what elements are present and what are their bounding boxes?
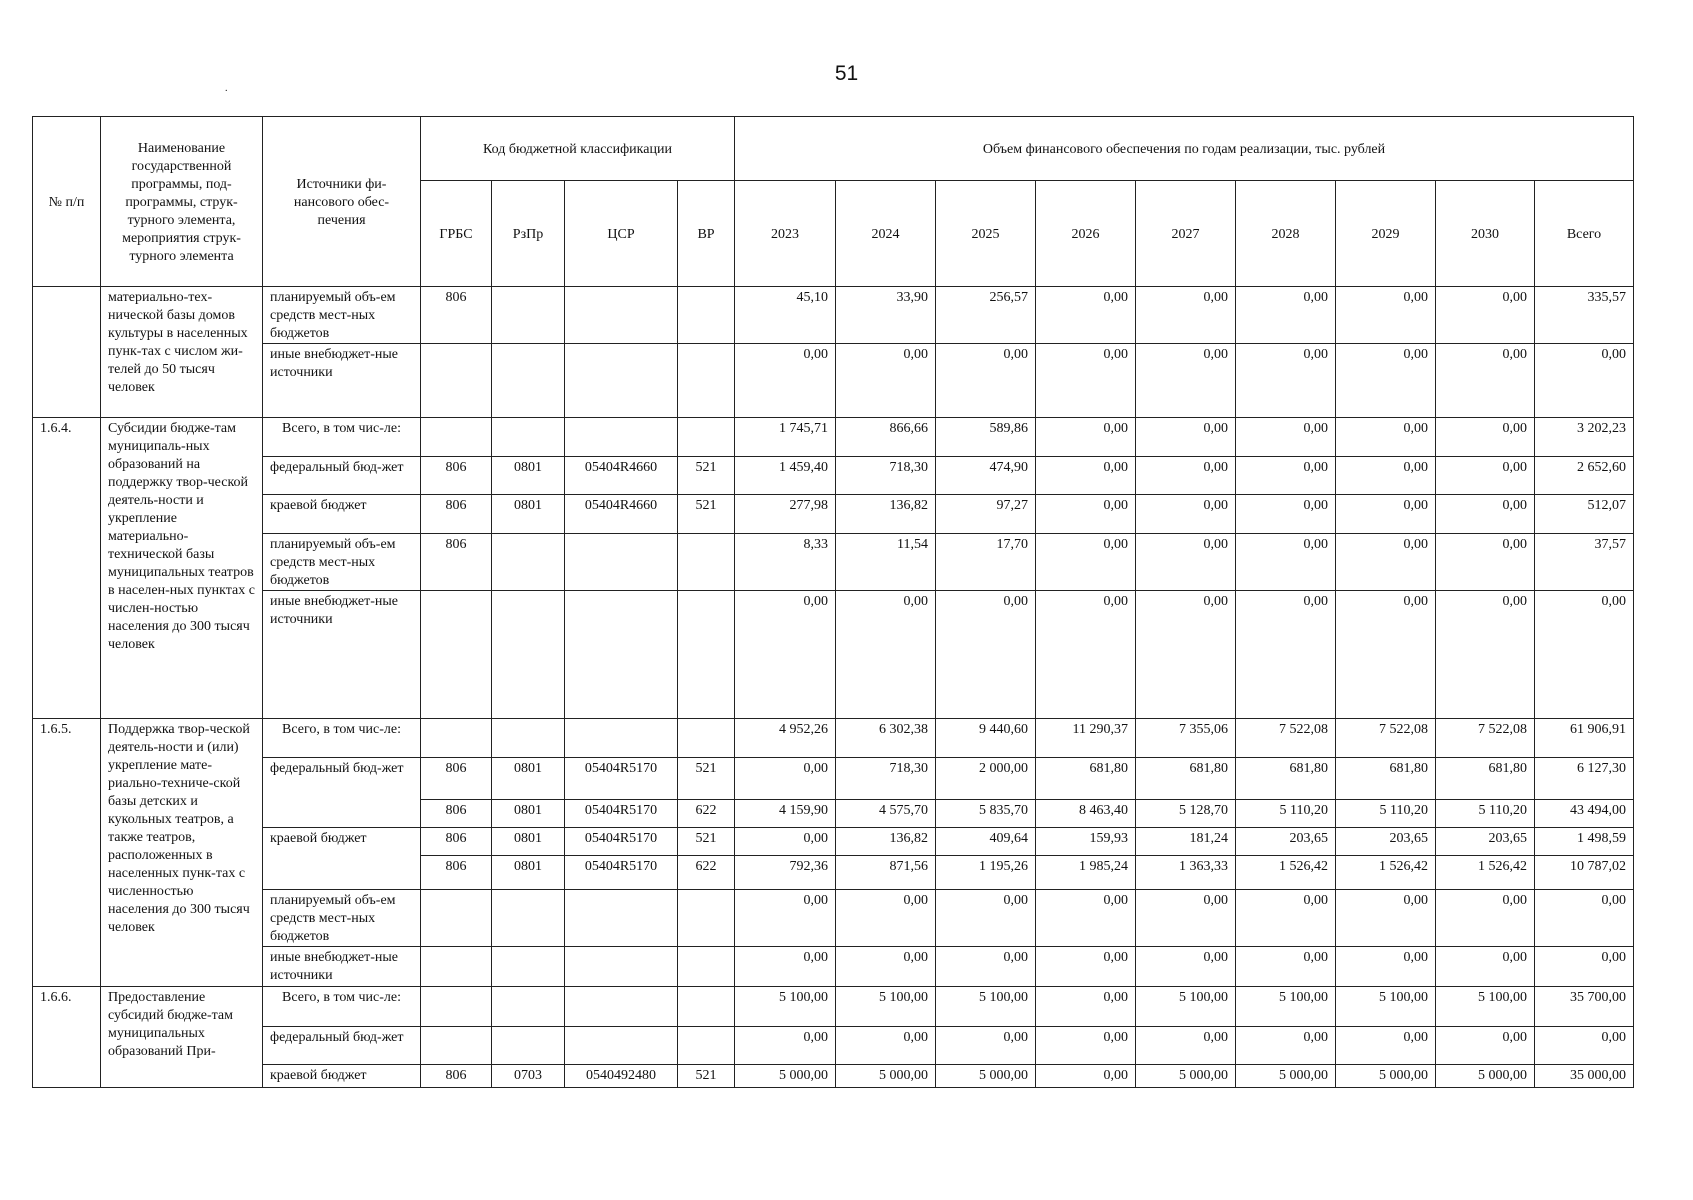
value-cell: 277,98 [735,495,836,534]
value-cell: 0,00 [1236,890,1336,947]
header-name: Наименование государственной программы, под-программы, струк-турного элемента, мероприятия струк-турного элемента [101,117,263,287]
value-cell: 792,36 [735,856,836,890]
value-cell: 1 459,40 [735,457,836,495]
rzpr-cell: 0801 [492,457,565,495]
value-cell: 718,30 [836,457,936,495]
value-cell: 35 000,00 [1535,1065,1634,1088]
grbs-cell: 806 [421,828,492,856]
vr-cell [678,534,735,591]
value-cell: 203,65 [1236,828,1336,856]
csr-cell: 05404R5170 [565,856,678,890]
table-row [33,1027,1634,1065]
header-code: ГРБС [421,181,492,287]
header-num: № п/п [33,117,101,287]
value-cell: 0,00 [1436,1027,1535,1065]
value-cell: 1 195,26 [936,856,1036,890]
rzpr-cell: 0801 [492,758,565,800]
value-cell: 8,33 [735,534,836,591]
value-cell: 0,00 [1136,890,1236,947]
value-cell: 0,00 [1336,495,1436,534]
rzpr-cell [492,890,565,947]
value-cell: 37,57 [1535,534,1634,591]
value-cell: 0,00 [1036,495,1136,534]
value-cell: 11 290,37 [1036,719,1136,758]
row-source: планируемый объ-ем средств мест-ных бюджетов [263,287,421,344]
value-cell: 4 952,26 [735,719,836,758]
grbs-cell: 806 [421,758,492,800]
value-cell: 5 000,00 [1236,1065,1336,1088]
value-cell: 1 526,42 [1236,856,1336,890]
rzpr-cell: 0703 [492,1065,565,1088]
value-cell: 97,27 [936,495,1036,534]
value-cell: 0,00 [1535,890,1634,947]
header-year: Всего [1535,181,1634,287]
csr-cell [565,947,678,987]
rzpr-cell: 0801 [492,495,565,534]
value-cell: 5 110,20 [1336,800,1436,828]
value-cell: 718,30 [836,758,936,800]
value-cell: 2 000,00 [936,758,1036,800]
value-cell: 512,07 [1535,495,1634,534]
value-cell: 0,00 [936,947,1036,987]
grbs-cell: 806 [421,495,492,534]
csr-cell [565,534,678,591]
value-cell: 5 000,00 [1136,1065,1236,1088]
value-cell: 10 787,02 [1535,856,1634,890]
value-cell: 0,00 [1436,591,1535,719]
table-row [33,987,1634,1027]
header-year: 2025 [936,181,1036,287]
value-cell: 8 463,40 [1036,800,1136,828]
row-source: Всего, в том чис-ле: [263,719,421,758]
value-cell: 7 522,08 [1436,719,1535,758]
vr-cell: 521 [678,495,735,534]
header-year: 2028 [1236,181,1336,287]
value-cell: 0,00 [1236,495,1336,534]
value-cell: 6 127,30 [1535,758,1634,800]
value-cell: 0,00 [1336,457,1436,495]
value-cell: 5 100,00 [1336,987,1436,1027]
value-cell: 5 835,70 [936,800,1036,828]
grbs-cell: 806 [421,800,492,828]
row-source: иные внебюджет-ные источники [263,344,421,418]
value-cell: 5 000,00 [735,1065,836,1088]
vr-cell: 622 [678,800,735,828]
table-row [33,828,1634,856]
value-cell: 0,00 [1136,418,1236,457]
financing-table [32,116,1634,1088]
grbs-cell [421,947,492,987]
table-row [33,591,1634,719]
header-year: 2024 [836,181,936,287]
rzpr-cell [492,719,565,758]
value-cell: 6 302,38 [836,719,936,758]
rzpr-cell: 0801 [492,800,565,828]
csr-cell [565,890,678,947]
grbs-cell: 806 [421,457,492,495]
value-cell: 3 202,23 [1535,418,1634,457]
row-source: иные внебюджет-ные источники [263,947,421,987]
rzpr-cell [492,344,565,418]
value-cell: 0,00 [1336,344,1436,418]
value-cell: 256,57 [936,287,1036,344]
header-code: РзПр [492,181,565,287]
row-name: Поддержка твор-ческой деятель-ности и (или) укрепление мате-риально-техниче-ской базы детских и кукольных театров, а также театров, расположенных в населенных пунк-тах с численностью населения до 300 тысяч человек [101,719,263,987]
value-cell: 7 522,08 [1236,719,1336,758]
value-cell: 0,00 [1036,1065,1136,1088]
scan-speck: . [225,83,228,94]
value-cell: 5 100,00 [836,987,936,1027]
value-cell: 136,82 [836,828,936,856]
grbs-cell [421,890,492,947]
value-cell: 203,65 [1436,828,1535,856]
value-cell: 0,00 [735,828,836,856]
header-year: 2023 [735,181,836,287]
value-cell: 0,00 [836,344,936,418]
row-num: 1.6.5. [33,719,101,987]
value-cell: 1 526,42 [1336,856,1436,890]
rzpr-cell [492,947,565,987]
value-cell: 0,00 [936,1027,1036,1065]
value-cell: 0,00 [1436,947,1535,987]
value-cell: 681,80 [1136,758,1236,800]
value-cell: 5 100,00 [936,987,1036,1027]
value-cell: 0,00 [1036,344,1136,418]
grbs-cell: 806 [421,1065,492,1088]
value-cell: 35 700,00 [1535,987,1634,1027]
csr-cell [565,987,678,1027]
value-cell: 0,00 [1036,947,1136,987]
grbs-cell: 806 [421,534,492,591]
vr-cell [678,344,735,418]
value-cell: 1 526,42 [1436,856,1535,890]
value-cell: 5 110,20 [1436,800,1535,828]
table-row [33,457,1634,495]
table-row [33,495,1634,534]
vr-cell: 521 [678,1065,735,1088]
value-cell: 0,00 [1036,591,1136,719]
value-cell: 681,80 [1036,758,1136,800]
value-cell: 0,00 [1236,1027,1336,1065]
grbs-cell: 806 [421,287,492,344]
csr-cell: 05404R5170 [565,828,678,856]
value-cell: 589,86 [936,418,1036,457]
grbs-cell [421,344,492,418]
vr-cell [678,1027,735,1065]
value-cell: 0,00 [1036,1027,1136,1065]
value-cell: 0,00 [836,591,936,719]
table-row [33,534,1634,591]
page-number: 51 [834,62,859,85]
value-cell: 0,00 [1236,287,1336,344]
value-cell: 0,00 [1535,1027,1634,1065]
grbs-cell [421,1027,492,1065]
value-cell: 159,93 [1036,828,1136,856]
value-cell: 0,00 [1236,591,1336,719]
row-num [33,287,101,418]
value-cell: 61 906,91 [1535,719,1634,758]
value-cell: 0,00 [1136,1027,1236,1065]
csr-cell: 05404R5170 [565,800,678,828]
csr-cell: 0540492480 [565,1065,678,1088]
row-source: федеральный бюд-жет [263,758,421,828]
header-kbk: Код бюджетной классификации [421,117,735,181]
header-year: 2027 [1136,181,1236,287]
vr-cell [678,987,735,1027]
value-cell: 0,00 [1036,287,1136,344]
header-code: ЦСР [565,181,678,287]
row-source: краевой бюджет [263,495,421,534]
csr-cell [565,719,678,758]
rzpr-cell [492,287,565,344]
csr-cell [565,418,678,457]
value-cell: 5 000,00 [1336,1065,1436,1088]
value-cell: 1 985,24 [1036,856,1136,890]
value-cell: 43 494,00 [1535,800,1634,828]
value-cell: 681,80 [1436,758,1535,800]
value-cell: 871,56 [836,856,936,890]
value-cell: 0,00 [1036,418,1136,457]
grbs-cell [421,719,492,758]
rzpr-cell [492,1027,565,1065]
value-cell: 0,00 [1336,287,1436,344]
value-cell: 0,00 [1535,591,1634,719]
vr-cell [678,287,735,344]
value-cell: 203,65 [1336,828,1436,856]
grbs-cell [421,591,492,719]
rzpr-cell [492,591,565,719]
header-volume: Объем финансового обеспечения по годам реализации, тыс. рублей [735,117,1634,181]
value-cell: 1 363,33 [1136,856,1236,890]
value-cell: 5 100,00 [735,987,836,1027]
row-source: Всего, в том чис-ле: [263,418,421,457]
value-cell: 0,00 [1136,344,1236,418]
row-num: 1.6.6. [33,987,101,1088]
value-cell: 0,00 [1036,534,1136,591]
row-source: краевой бюджет [263,828,421,890]
table-row [33,418,1634,457]
header-year: 2029 [1336,181,1436,287]
value-cell: 0,00 [1136,947,1236,987]
value-cell: 0,00 [1336,534,1436,591]
header-year: 2026 [1036,181,1136,287]
row-source: федеральный бюд-жет [263,1027,421,1065]
value-cell: 0,00 [1236,344,1336,418]
vr-cell: 521 [678,457,735,495]
row-source: планируемый объ-ем средств мест-ных бюджетов [263,534,421,591]
row-num: 1.6.4. [33,418,101,719]
table-row [33,758,1634,800]
table-row [33,344,1634,418]
value-cell: 0,00 [836,1027,936,1065]
header-code: ВР [678,181,735,287]
value-cell: 1 745,71 [735,418,836,457]
value-cell: 0,00 [1236,457,1336,495]
value-cell: 9 440,60 [936,719,1036,758]
rzpr-cell: 0801 [492,828,565,856]
grbs-cell [421,418,492,457]
value-cell: 0,00 [1336,418,1436,457]
value-cell: 0,00 [1136,591,1236,719]
value-cell: 5 000,00 [936,1065,1036,1088]
rzpr-cell [492,418,565,457]
value-cell: 0,00 [936,591,1036,719]
table-row [33,287,1634,344]
value-cell: 0,00 [1436,418,1535,457]
rzpr-cell: 0801 [492,856,565,890]
value-cell: 866,66 [836,418,936,457]
value-cell: 5 000,00 [836,1065,936,1088]
value-cell: 45,10 [735,287,836,344]
value-cell: 0,00 [1136,534,1236,591]
grbs-cell [421,987,492,1027]
value-cell: 0,00 [1436,495,1535,534]
value-cell: 0,00 [1436,344,1535,418]
row-source: планируемый объ-ем средств мест-ных бюджетов [263,890,421,947]
value-cell: 2 652,60 [1535,457,1634,495]
value-cell: 474,90 [936,457,1036,495]
value-cell: 1 498,59 [1535,828,1634,856]
row-name: Субсидии бюдже-там муниципаль-ных образований на поддержку твор-ческой деятель-ности и укрепление материально-технической базы муниципальных театров в населен-ных пунктах с числен-ностью населения до 300 тысяч человек [101,418,263,719]
row-source: Всего, в том чис-ле: [263,987,421,1027]
value-cell: 0,00 [735,344,836,418]
value-cell: 136,82 [836,495,936,534]
csr-cell [565,591,678,719]
value-cell: 0,00 [1136,287,1236,344]
value-cell: 5 100,00 [1436,987,1535,1027]
value-cell: 0,00 [1535,344,1634,418]
value-cell: 335,57 [1535,287,1634,344]
value-cell: 4 159,90 [735,800,836,828]
value-cell: 5 110,20 [1236,800,1336,828]
value-cell: 0,00 [1136,457,1236,495]
value-cell: 5 100,00 [1236,987,1336,1027]
row-name: Предоставление субсидий бюдже-там муниципальных образований При- [101,987,263,1088]
value-cell: 0,00 [1236,534,1336,591]
value-cell: 33,90 [836,287,936,344]
value-cell: 0,00 [1036,457,1136,495]
value-cell: 0,00 [1136,495,1236,534]
csr-cell [565,344,678,418]
vr-cell [678,947,735,987]
value-cell: 5 100,00 [1136,987,1236,1027]
value-cell: 409,64 [936,828,1036,856]
row-source: иные внебюджет-ные источники [263,591,421,719]
grbs-cell: 806 [421,856,492,890]
csr-cell: 05404R4660 [565,457,678,495]
row-source: федеральный бюд-жет [263,457,421,495]
value-cell: 0,00 [1236,418,1336,457]
value-cell: 0,00 [836,947,936,987]
value-cell: 0,00 [1036,890,1136,947]
vr-cell: 521 [678,758,735,800]
value-cell: 0,00 [1436,534,1535,591]
value-cell: 4 575,70 [836,800,936,828]
value-cell: 0,00 [1436,890,1535,947]
value-cell: 7 355,06 [1136,719,1236,758]
value-cell: 0,00 [1036,987,1136,1027]
value-cell: 0,00 [836,890,936,947]
value-cell: 11,54 [836,534,936,591]
value-cell: 681,80 [1336,758,1436,800]
table-row [33,890,1634,947]
csr-cell [565,1027,678,1065]
value-cell: 0,00 [1535,947,1634,987]
value-cell: 7 522,08 [1336,719,1436,758]
row-name: материально-тех-нической базы домов культуры в населенных пунк-тах с числом жи-телей до 50 тысяч человек [101,287,263,418]
value-cell: 17,70 [936,534,1036,591]
csr-cell: 05404R5170 [565,758,678,800]
csr-cell [565,287,678,344]
value-cell: 0,00 [1336,947,1436,987]
table-row [33,1065,1634,1088]
vr-cell: 521 [678,828,735,856]
value-cell: 0,00 [735,947,836,987]
header-year: 2030 [1436,181,1535,287]
rzpr-cell [492,534,565,591]
value-cell: 0,00 [1336,591,1436,719]
value-cell: 0,00 [936,890,1036,947]
table-row [33,947,1634,987]
vr-cell [678,418,735,457]
value-cell: 0,00 [936,344,1036,418]
value-cell: 681,80 [1236,758,1336,800]
row-source: краевой бюджет [263,1065,421,1088]
value-cell: 0,00 [1336,1027,1436,1065]
value-cell: 0,00 [735,591,836,719]
value-cell: 0,00 [735,890,836,947]
vr-cell [678,719,735,758]
value-cell: 0,00 [1236,947,1336,987]
value-cell: 0,00 [735,758,836,800]
value-cell: 0,00 [735,1027,836,1065]
header-source: Источники фи-нансового обес-печения [263,117,421,287]
value-cell: 5 128,70 [1136,800,1236,828]
value-cell: 0,00 [1436,457,1535,495]
vr-cell [678,591,735,719]
vr-cell: 622 [678,856,735,890]
csr-cell: 05404R4660 [565,495,678,534]
value-cell: 5 000,00 [1436,1065,1535,1088]
value-cell: 0,00 [1336,890,1436,947]
rzpr-cell [492,987,565,1027]
vr-cell [678,890,735,947]
value-cell: 181,24 [1136,828,1236,856]
value-cell: 0,00 [1436,287,1535,344]
table-row [33,719,1634,758]
